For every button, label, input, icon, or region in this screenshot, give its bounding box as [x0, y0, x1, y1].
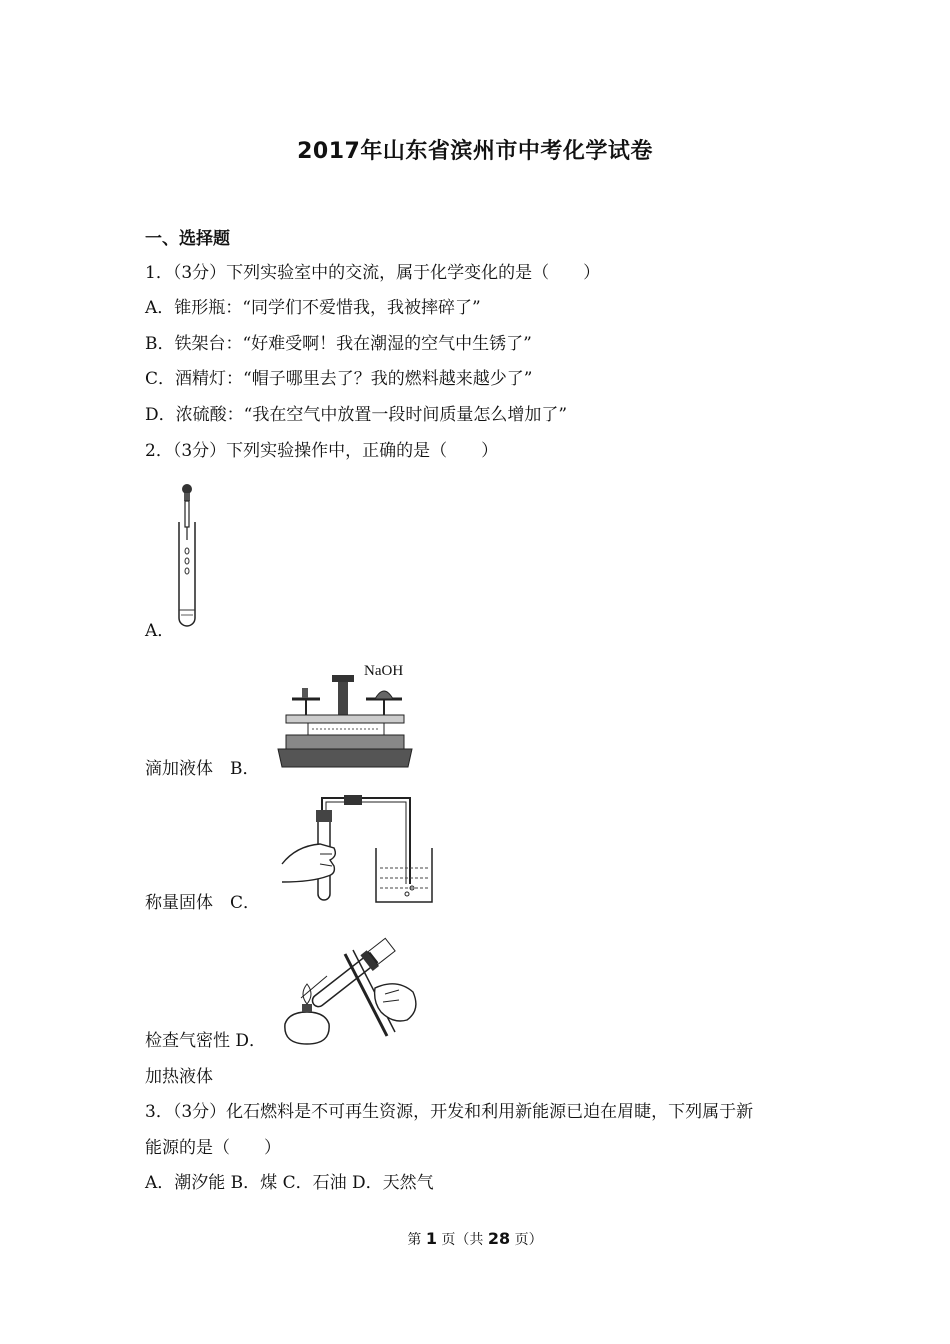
section-heading: 一、选择题: [145, 229, 230, 249]
question-1-option-a: A．锥形瓶：“同学们不爱惜我，我被摔碎了”: [145, 298, 481, 318]
question-2-label-end: 加热液体: [145, 1067, 213, 1087]
footer-total-pages: 28: [487, 1229, 511, 1248]
heating-liquid-figure: [275, 928, 425, 1046]
question-2-label-b: 滴加液体 B．: [145, 759, 260, 779]
question-1-stem: 1．（3分）下列实验室中的交流，属于化学变化的是（ ）: [145, 263, 601, 283]
page-title: 2017年山东省滨州市中考化学试卷: [297, 139, 653, 164]
question-3-stem-line-1: 3．（3分）化石燃料是不可再生资源，开发和利用新能源已迫在眉睫，下列属于新: [145, 1102, 754, 1122]
question-1-option-b: B．铁架台：“好难受啊！我在潮湿的空气中生锈了”: [145, 334, 532, 354]
question-2-label-c: 称量固体 C．: [145, 893, 261, 913]
airtightness-check-figure: [278, 790, 438, 905]
naoh-label: NaOH: [364, 663, 404, 679]
footer-prefix: 第: [407, 1232, 426, 1248]
question-3-options: A．潮汐能 B．煤 C．石油 D．天然气: [145, 1173, 434, 1193]
dropper-test-tube-figure: [170, 478, 204, 633]
page-footer: [0, 1229, 950, 1249]
footer-middle: 页（共: [436, 1232, 488, 1248]
footer-suffix: 页）: [510, 1232, 543, 1248]
question-3-stem-line-2: 能源的是（ ）: [145, 1138, 281, 1158]
question-2-stem: 2．（3分）下列实验操作中，正确的是（ ）: [145, 441, 499, 461]
question-1-option-d: D．浓硫酸：“我在空气中放置一段时间质量怎么增加了”: [145, 405, 568, 425]
footer-page-number: 1: [425, 1229, 437, 1248]
question-2-label-a: A．: [145, 621, 175, 641]
question-1-option-c: C．酒精灯：“帽子哪里去了？我的燃料越来越少了”: [145, 369, 533, 389]
question-2-label-d: 检查气密性 D．: [145, 1031, 267, 1051]
balance-naoh-figure: [272, 655, 417, 770]
